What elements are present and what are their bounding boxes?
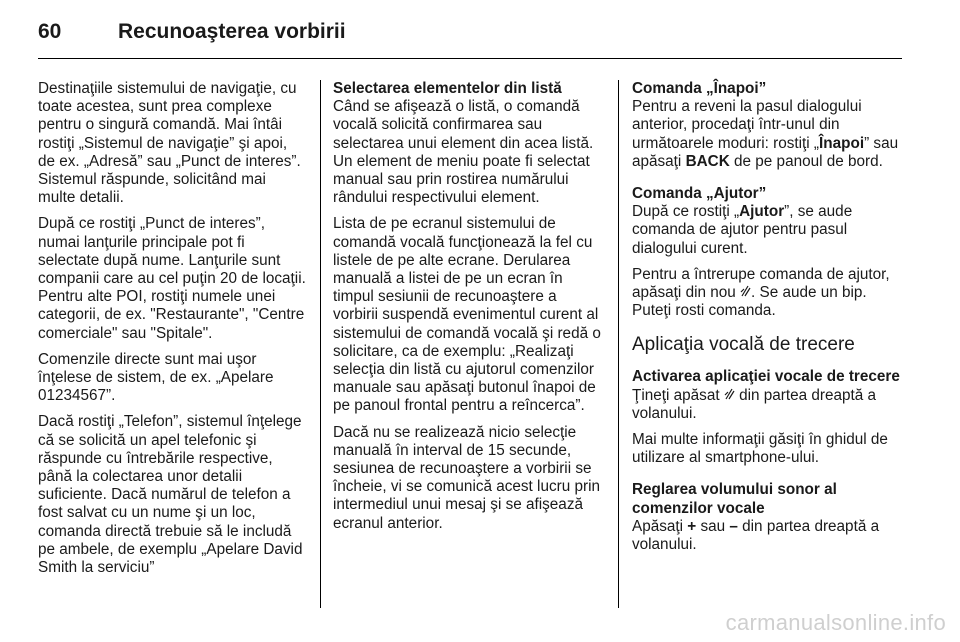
paragraph: Dacă nu se realizează nicio selecţie manuală în interval de 15 secunde, sesiunea de recunoaştere a vorbirii se încheie, vi se comunică acest lucru prin intermediul unui mesaj şi se afişează ecranul anterior. (333, 423, 600, 532)
section-heading: Comanda „Înapoi” (632, 80, 767, 97)
section-heading: Selectarea elementelor din listă (333, 80, 562, 97)
column-middle (333, 80, 605, 541)
paragraph: Pentru a reveni la pasul dialogului anterior, procedaţi într-unul din următoarele moduri: rostiţi „Înapoi” sau apăsaţi BACK de pe panoul de bord. (632, 98, 899, 170)
paragraph: Ţineţi apăsat din partea dreaptă a volanului. (632, 386, 877, 422)
page-number: 60 (38, 20, 62, 43)
voice-control-icon (724, 387, 735, 405)
header-divider (38, 58, 902, 59)
paragraph: Când se afişează o listă, o comandă vocală solicită confirmarea sau selectarea unui element din acea listă. Un element de meniu poate fi selectat manual sau prin rostirea numărului rândului respectivului element. (333, 98, 594, 207)
paragraph: Mai multe informaţii găsiţi în ghidul de utilizare al smartphone-ului. (632, 431, 888, 467)
paragraph: Lista de pe ecranul sistemului de comandă vocală funcţionează la fel cu listele de pe alte ecrane. Derularea manuală a listei de pe un ecran în timpul sesiunii de recunoaştere a vorbirii suspendă evenimentul curent al sistemului de comandă vocală şi redă o solicitare, ca de exemplu: „Realizaţi selecţia din listă cu ajutorul comenzilor manuale sau apăsaţi butonul înapoi de pe panoul frontal pentru a reîncerca”. (333, 215, 601, 415)
paragraph: Destinaţiile sistemului de navigaţie, cu toate acestea, sunt prea complexe pentru o singură comandă. Mai întâi rostiţi „Sistemul de navigaţie” şi apoi, de ex. „Adresă” sau „Punct de interes”. Sistemul răspunde, solicitând mai multe detalii. (38, 80, 301, 207)
paragraph: Pentru a întrerupe comanda de ajutor, apăsaţi din nou . Se aude un bip. Puteţi rosti comanda. (632, 265, 890, 320)
section-heading: Reglarea volumului sonor al comenzilor vocale (632, 481, 837, 517)
paragraph: Comenzile directe sunt mai uşor înţelese de sistem, de ex. „Apelare 01234567”. (38, 350, 274, 405)
plus-symbol: + (687, 517, 697, 535)
watermark: carmanualsonline.info (725, 610, 946, 635)
paragraph: După ce rostiţi „Ajutor”, se aude comanda de ajutor pentru pasul dialogului curent. (632, 203, 853, 257)
page-header (38, 14, 346, 50)
section-heading: Activarea aplicaţiei vocale de trecere (632, 368, 900, 386)
paragraph: Dacă rostiţi „Telefon”, sistemul înţelege că se solicită un apel telefonic şi răspunde cu întrebările respective, până la colectarea unor detalii suficiente. Dacă numărul de telefon a fost salvat cu un nume şi un loc, comanda directă trebuie să le includă pe ambele, de exemplu „Apelare David Smith la serviciu” (38, 413, 303, 577)
paragraph: După ce rostiţi „Punct de interes”, numai lanţurile principale pot fi selectate după nume. Lanţurile sunt companii care au cel puţin 20 de locaţii. Pentru alte POI, rostiţi numele unei categorii, de ex. "Restaurante", "Centre comerciale" sau "Spitale". (38, 215, 306, 342)
minus-symbol: – (729, 517, 738, 535)
column-right (632, 80, 904, 562)
column-divider (618, 80, 619, 608)
section-heading: Comanda „Ajutor” (632, 185, 767, 203)
column-left (38, 80, 306, 585)
column-divider (320, 80, 321, 608)
section-title: Aplicaţia vocală de trecere (632, 334, 855, 356)
voice-control-icon (740, 284, 751, 302)
page-title: Recunoaşterea vorbirii (118, 20, 346, 43)
paragraph: Apăsaţi + sau – din partea dreaptă a volanului. (632, 517, 880, 554)
